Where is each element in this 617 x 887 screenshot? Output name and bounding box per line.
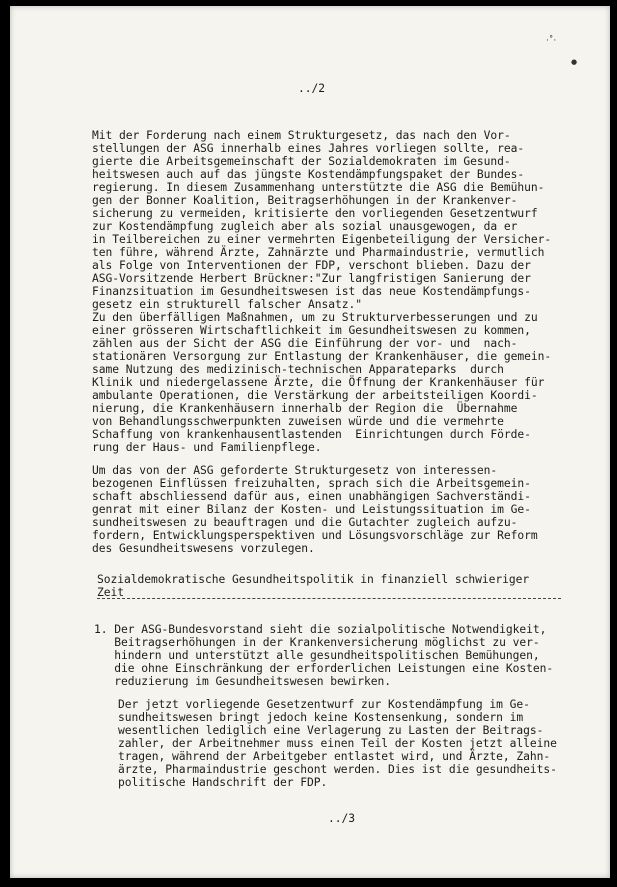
paragraph-1: Mit der Forderung nach einem Strukturgesetz, das nach den Vor- stellungen der ASG innerhalb eines Jahres vorliegen sollte, rea- gierte die Arbeitsgemeinschaft der Sozialdemokraten im Gesund- heitswesen auch auf das jüngste Kostendämpfungspaket der Bundes- regierung. In diesem Zusammenhang unterstützte die ASG die Bemühun- gen der Bonner Koalition, Beitragserhöhungen in der Krankenver- sicherung zu vermeiden, kritisierte den vorliegenden Gesetzentwurf zur Kostendämpfung zugleich aber als sozial unausgewogen, da er in Teilbereichen zu einer vermehrten Eigenbeteiligung der Versicher- ten führe, während Ärzte, Zahnärzte und Pharmaindustrie, vermutlich als Folge von Interventionen der FDP, verschont blieben. Dazu der ASG-Vorsitzende Herbert Brückner:"Zur langfristigen Sanierung der Finanzsituation im Gesundheitswesen ist das neue Kostendämpfungs- gesetz ein strukturell falscher Ansatz." xyxy=(92,129,552,311)
list-item-1: 1. Der ASG-Bundesvorstand sieht die sozialpolitische Notwendigkeit, Beitragserhöhungen in der Krankenversicherung möglichst zu ver- hindern und unterstützt alle gesundheitspolitischen Bemühungen, die ohne Einschränkung der erforderlichen Leistungen eine Kosten- reduzierung im Gesundheitswesen bewirken. xyxy=(94,623,554,688)
scan-artifact-mark: ·˚· xyxy=(546,36,557,46)
scan-artifact-dot: ● xyxy=(571,58,578,66)
section-heading-underline xyxy=(97,598,561,599)
page-number-bottom: ../3 xyxy=(328,812,356,825)
list-item-1-continued: Der jetzt vorliegende Gesetzentwurf zur Kostendämpfung im Ge- sundheitswesen bringt jedoch keine Kostensenkung, sondern im wesentlichen lediglich eine Verlagerung zu Lasten der Beitrags- zahler, der Arbeitnehmer muss einen Teil der Kosten jetzt alleine tragen, während der Arbeitgeber entlastet wird, und Ärzte, Zahn- ärzte, Pharmaindustrie geschont werden. Dies ist die gesundheits- politische Handschrift der FDP. xyxy=(118,698,557,789)
page-number-top: ../2 xyxy=(298,82,326,95)
section-heading: Sozialdemokratische Gesundheitspolitik in finanziell schwieriger Zeit xyxy=(97,573,530,599)
paragraph-2: Zu den überfälligen Maßnahmen, um zu Strukturverbesserungen und zu einer grösseren Wirtschaftlichkeit im Gesundheitswesen zu kommen, zählen aus der Sicht der ASG die Einführung der vor- und nach- stationären Versorgung zur Entlastung der Krankenhäuser, die gemein- same Nutzung des medizinisch-technischen Apparateparks durch Klinik und niedergelassene Ärzte, die Öffnung der Krankenhäuser für ambulante Operationen, die Verstärkung der arbeitsteiligen Koordi- nierung, die Krankenhäusern innerhalb der Region die Übernahme von Behandlungsschwerpunkten zuweisen würde und die vermehrte Schaffung von krankenhausentlastenden Einrichtungen durch Förde- rung der Haus- und Familienpflege. xyxy=(92,311,552,454)
paragraph-3: Um das von der ASG geforderte Strukturgesetz von interessen- bezogenen Einflüssen freizuhalten, sprach sich die Arbeitsgemein- schaft abschliessend dafür aus, einen unabhängigen Sachverständi- genrat mit einer Bilanz der Kosten- und Leistungssituation im Ge- sundheitswesen zu beauftragen und die Gutachter zugleich aufzu- fordern, Entwicklungsperspektiven und Lösungsvorschläge zur Reform des Gesundheitswesens vorzulegen. xyxy=(92,464,538,555)
